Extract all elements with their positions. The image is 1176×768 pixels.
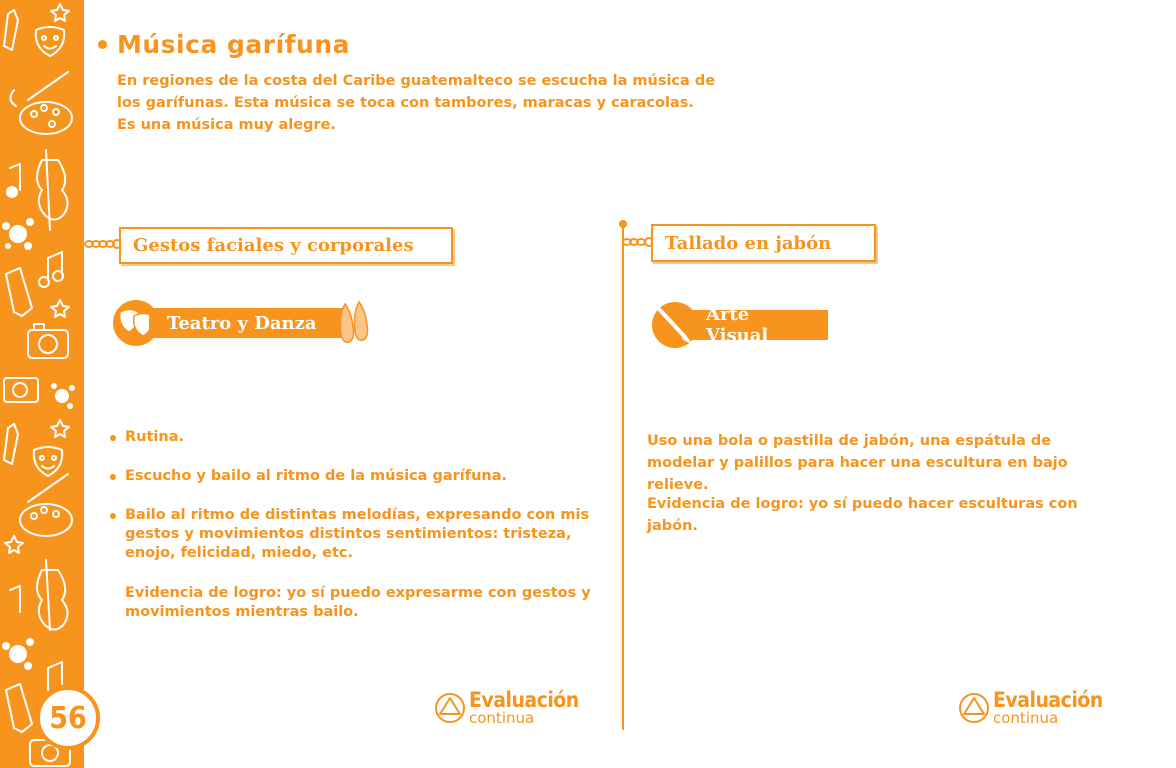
theater-mask-icon	[34, 447, 62, 476]
pencil-icon	[6, 268, 32, 316]
chain-connector	[84, 238, 122, 250]
music-note-icon	[48, 662, 62, 690]
column-divider	[622, 222, 624, 730]
swirl-icon	[10, 90, 16, 106]
left-heading-box	[119, 227, 453, 264]
violin-icon	[37, 560, 68, 630]
pencil-icon	[6, 684, 32, 732]
evaluation-triangle-icon	[434, 692, 466, 724]
palette-icon	[20, 72, 72, 134]
splash-icon	[2, 638, 34, 670]
page-number: 56	[36, 686, 100, 750]
evaluation-subtitle: continua	[469, 709, 535, 727]
evidence-text: : yo sí puedo expresarme con gestos y movimientos mientras bailo.	[125, 585, 591, 620]
section-title: Música garífuna	[117, 30, 351, 59]
splash-icon	[2, 218, 34, 250]
section-intro: En regiones de la costa del Caribe guatemalteco se escucha la música de los garífunas. Esta música se toca con tambores, maracas y caracolas. Es una música muy alegre.	[117, 73, 716, 133]
bullet-dot	[98, 40, 107, 49]
evaluation-triangle-icon	[958, 692, 990, 724]
ballet-shoes-icon	[337, 300, 377, 346]
decorative-side-strip	[0, 0, 84, 768]
chain-connector	[622, 236, 654, 248]
doodle-pattern	[0, 0, 84, 768]
evaluation-title: Evaluación	[993, 688, 1103, 712]
evaluation-title: Evaluación	[469, 688, 579, 712]
evidence-label: Evidencia de logro	[647, 496, 798, 512]
teatro-danza-badge	[113, 300, 377, 346]
palette-icon	[20, 474, 72, 536]
ballet-shoe-icon	[4, 424, 18, 464]
evidence-text: : yo sí puedo hacer esculturas con jabón.	[647, 496, 1078, 534]
list-item: Rutina.	[108, 428, 608, 447]
right-heading-box	[651, 224, 876, 262]
right-paragraph: Uso una bola o pastilla de jabón, una espátula de modelar y palillos para hacer una escultura en bajo relieve.	[647, 433, 1068, 493]
list-item: Bailo al ritmo de distintas melodías, expresando con mis gestos y movimientos distintos sentimientos: tristeza, enojo, felicidad, miedo, etc.	[108, 506, 608, 563]
star-icon	[51, 420, 69, 437]
theater-mask-icon	[36, 27, 64, 56]
evaluation-subtitle: continua	[993, 709, 1059, 727]
teatro-danza-label: Teatro y Danza	[149, 308, 349, 338]
violin-icon	[37, 150, 68, 230]
left-evidence	[125, 584, 595, 622]
list-item: Escucho y bailo al ritmo de la música garífuna.	[108, 467, 608, 486]
camera-icon	[28, 324, 68, 358]
arte-visual-badge	[652, 302, 828, 348]
star-icon	[51, 300, 69, 317]
star-icon	[51, 4, 69, 21]
camera-icon	[4, 378, 38, 402]
splash-icon	[51, 383, 75, 409]
evidence-label: Evidencia de logro	[125, 585, 276, 601]
right-heading: Tallado en jabón	[665, 232, 832, 254]
left-evaluation-logo	[434, 690, 579, 726]
right-evaluation-logo	[958, 690, 1103, 726]
left-heading: Gestos faciales y corporales	[133, 235, 414, 256]
star-icon	[5, 536, 23, 553]
section-title-row	[98, 30, 350, 59]
ballet-shoe-icon	[4, 10, 18, 50]
music-note-icon	[48, 252, 62, 280]
right-evidence	[647, 493, 1087, 537]
arte-visual-label: Arte Visual	[692, 310, 828, 340]
music-note-icon	[10, 586, 20, 612]
left-bullet-list	[108, 428, 608, 583]
